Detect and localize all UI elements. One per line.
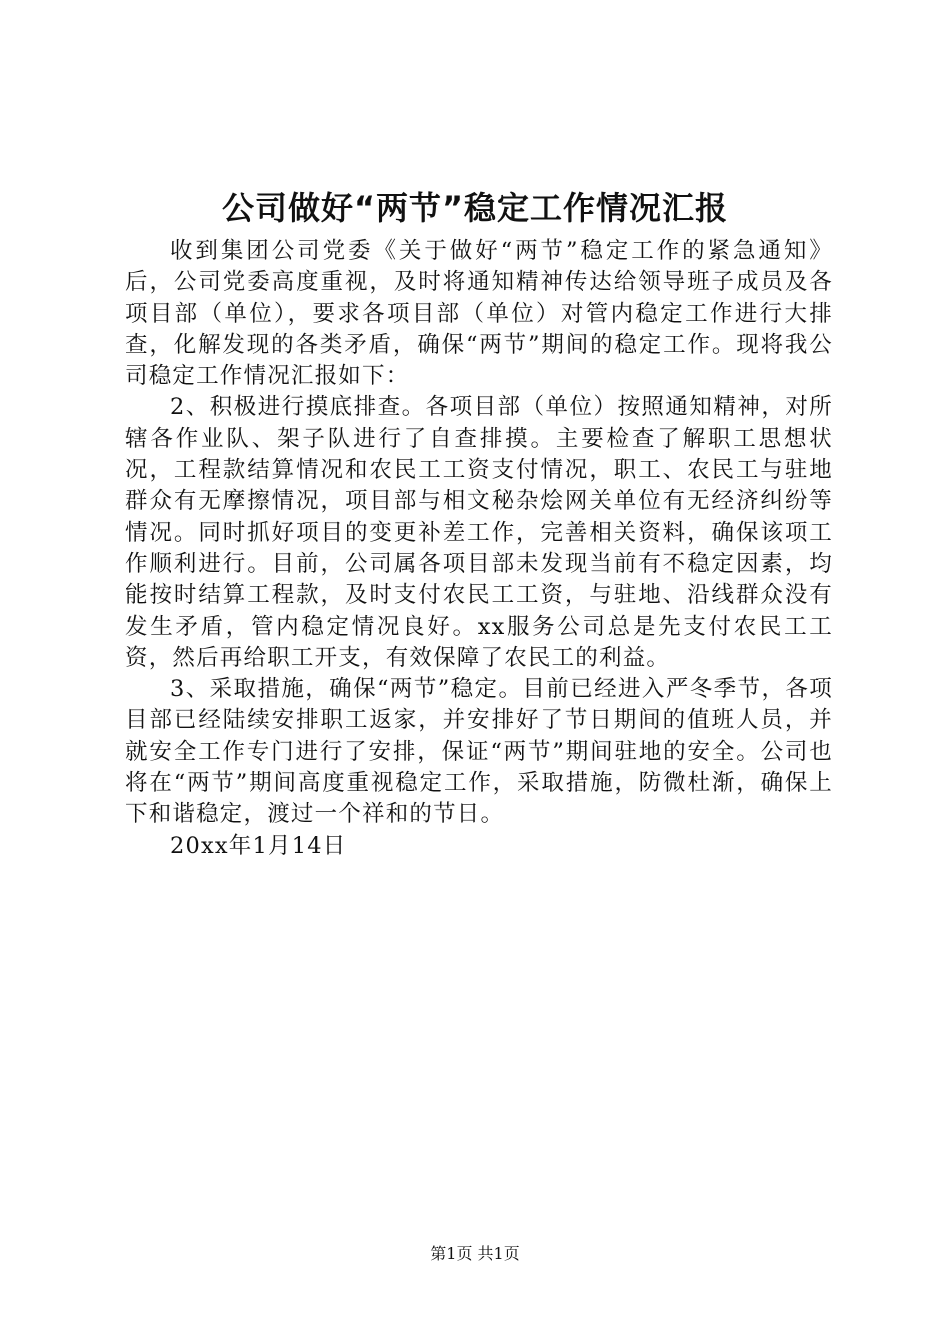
page-footer: 第1页 共1页 bbox=[430, 1244, 520, 1263]
paragraph-measures: 3、采取措施，确保“两节”稳定。目前已经进入严冬季节，各项目部已经陆续安排职工返家，并安排好了节日期间的值班人员，并就安全工作专门进行了安排，保证“两节”期间驻地的安全。公司也将在“两节”期间高度重视稳定工作，采取措施，防微杜渐，确保上下和谐稳定，渡过一个祥和的节日。 bbox=[125, 676, 833, 828]
document-body bbox=[125, 236, 833, 862]
paragraph-intro: 收到集团公司党委《关于做好“两节”稳定工作的紧急通知》后，公司党委高度重视，及时将通知精神传达给领导班子成员及各项目部（单位），要求各项目部（单位）对管内稳定工作进行大排查，化解发现的各类矛盾，确保“两节”期间的稳定工作。现将我公司稳定工作情况汇报如下： bbox=[125, 238, 833, 390]
paragraph-investigation: 2、积极进行摸底排查。各项目部（单位）按照通知精神，对所辖各作业队、架子队进行了自查排摸。主要检查了解职工思想状况，工程款结算情况和农民工工资支付情况，职工、农民工与驻地群众有无摩擦情况，项目部与相文秘杂烩网关单位有无经济纠纷等情况。同时抓好项目的变更补差工作，完善相关资料，确保该项工作顺利进行。目前，公司属各项目部未发现当前有不稳定因素，均能按时结算工程款，及时支付农民工工资，与驻地、沿线群众没有发生矛盾，管内稳定情况良好。xx服务公司总是先支付农民工工资，然后再给职工开支，有效保障了农民工的利益。 bbox=[125, 394, 833, 671]
document-title: 公司做好“两节”稳定工作情况汇报 bbox=[221, 189, 729, 227]
document-date: 20xx年1月14日 bbox=[170, 832, 347, 859]
